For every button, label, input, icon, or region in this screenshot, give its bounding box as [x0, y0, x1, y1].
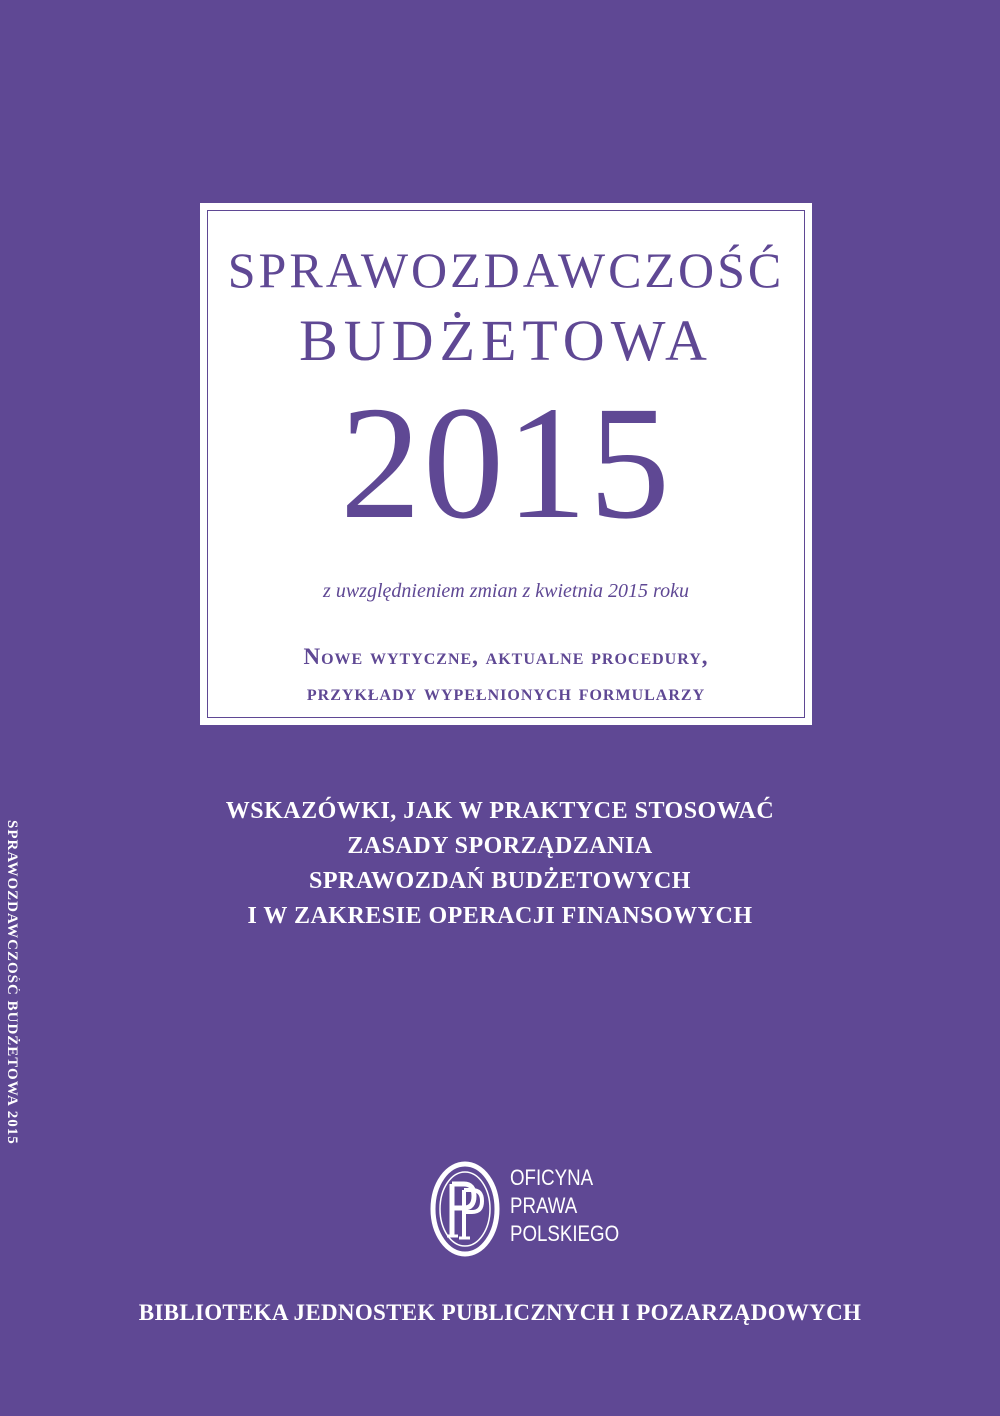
- tips-text: [0, 794, 1000, 934]
- publisher-name-line-3: POLSKIEGO: [510, 1221, 620, 1246]
- features-line-1: Nowe wytyczne, aktualne procedury,: [303, 644, 709, 669]
- publisher-name: [510, 1164, 619, 1248]
- features-text: [208, 639, 804, 711]
- title-box: [202, 205, 810, 723]
- publisher-logo-icon: [430, 1160, 500, 1258]
- tips-line-4: I W ZAKRESIE OPERACJI FINANSOWYCH: [247, 903, 753, 929]
- title-box-border: [207, 210, 805, 718]
- series-title: BIBLIOTEKA JEDNOSTEK PUBLICZNYCH I POZARZĄDOWYCH: [138, 1300, 862, 1325]
- spine-title: SPRAWOZDAWCZOŚĆ BUDŻETOWA 2015: [4, 820, 20, 1145]
- title-line-2: BUDŻETOWA: [299, 308, 713, 373]
- tips-line-3: SPRAWOZDAŃ BUDŻETOWYCH: [309, 868, 691, 894]
- publisher-name-line-2: PRAWA: [510, 1193, 578, 1218]
- publisher-logo: [430, 1160, 650, 1260]
- features-line-2: przykłady wypełnionych formularzy: [306, 680, 706, 705]
- tips-line-1: WSKAZÓWKI, JAK W PRAKTYCE STOSOWAĆ: [225, 798, 775, 824]
- tips-line-2: ZASADY SPORZĄDZANIA: [347, 833, 653, 859]
- publisher-name-line-1: OFICYNA: [510, 1165, 594, 1190]
- subtitle: z uwzględnieniem zmian z kwietnia 2015 roku: [323, 580, 689, 602]
- title-line-1: SPRAWOZDAWCZOŚĆ: [227, 242, 785, 298]
- title-year: 2015: [340, 374, 672, 553]
